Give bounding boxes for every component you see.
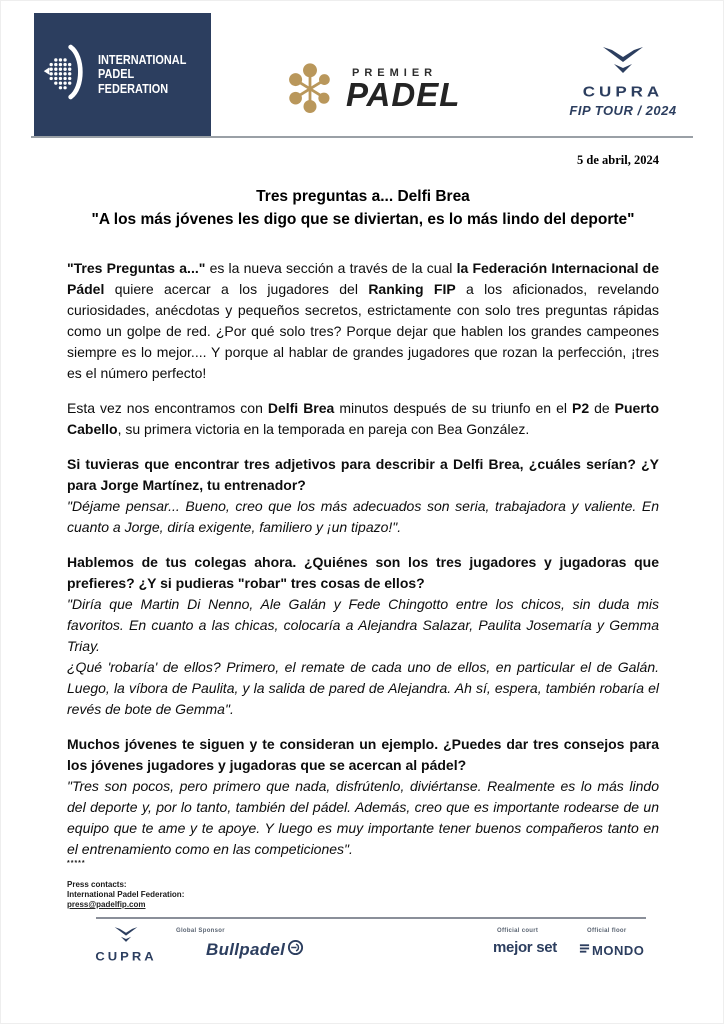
bullpadel-wordmark: Bullpadel: [206, 940, 286, 959]
intro-paragraph: "Tres Preguntas a..." es la nueva sección a través de la cual la Federación Internacional de Pádel quiere acercar a los jugadores del Ranking FIP a los aficionados, revelando curiosidades, anécdotas y pequeños secretos, estrictamente con solo tres preguntas rápidas como un golpe de red. ¿Por qué solo tres? Porque dejar que hablen los grandes campeones siempre es lo mejor.... Y porque al hablar de grandes jugadores que rozan la perfección, ¡tres es el número perfecto!: [67, 260, 659, 381]
answer-2-part-2: ¿Qué 'robaría' de ellos? Primero, el remate de cada uno de ellos, en particular el de Galán. Luego, la víbora de Paulita, y la salida de pared de Alejandra. Ah sí, espera, también robaría el revés de bote de Gemma".: [67, 659, 659, 717]
official-court-label: Official court: [497, 928, 539, 934]
mondo-wordmark: MONDO: [592, 942, 645, 958]
ipf-line-1: INTERNATIONAL: [98, 51, 187, 67]
press-heading: Press contacts:: [67, 880, 127, 889]
cupra-wordmark: CUPRA: [582, 83, 664, 100]
press-separator: *****: [67, 860, 86, 867]
answer-2-part-1: "Diría que Martin Di Nenno, Ale Galán y Fede Chingotto entre los chicos, sin duda mis favoritos. En cuanto a las chicas, colocaría a Alejandra Salazar, Paulita Josemaría y Gemma Triay.: [67, 596, 659, 654]
global-sponsor-label: Global Sponsor: [176, 928, 225, 934]
fip-tour-label: FIP TOUR / 2024: [569, 103, 677, 118]
bullpadel-emblem-icon: [287, 939, 304, 961]
question-2: Hablemos de tus colegas ahora. ¿Quiénes son los tres jugadores y jugadoras que prefieres? ¿Y si pudieras "robar" tres cosas de ellos?: [67, 554, 659, 591]
press-email-link[interactable]: press@padelfip.com: [67, 900, 146, 909]
press-contacts: [67, 859, 184, 910]
mondo-logo: [579, 941, 644, 959]
ipf-logo-text: [98, 53, 186, 97]
cupra-fip-tour-logo: [553, 45, 693, 137]
cupra-footer-wordmark: CUPRA: [95, 949, 157, 964]
padel-word: PADEL: [346, 76, 461, 113]
bullpadel-logo: [206, 939, 304, 961]
question-3: Muchos jóvenes te siguen y te consideran un ejemplo. ¿Puedes dar tres consejos para los jóvenes jugadores y jugadoras que se acercan al pádel?: [67, 736, 659, 773]
premier-padel-flower-icon: [284, 58, 336, 121]
title-line-1: Tres preguntas a... Delfi Brea: [256, 188, 470, 205]
padel-racket-icon: [41, 39, 91, 110]
answer-3: "Tres son pocos, pero primero que nada, disfrútenlo, diviértanse. Realmente es lo más lindo del deporte y, por lo tanto, también del pádel. Además, creo que es importante rodearse de un equipo que te ame y te apoye. Y luego es muy importante tener buenos compañeros tanto en el entrenamiento como en las competiciones".: [67, 778, 659, 857]
mejorset-logo: [493, 939, 557, 956]
premier-padel-wordmark: [346, 67, 460, 111]
press-organization: International Padel Federation:: [67, 890, 185, 899]
meeting-paragraph: Esta vez nos encontramos con Delfi Brea minutos después de su triunfo en el P2 de Puerto Cabello, su primera victoria en la temporada en pareja con Bea González.: [67, 400, 660, 437]
mondo-stripes-icon: [579, 941, 590, 959]
ipf-logo: [34, 13, 211, 136]
header-divider: [31, 136, 693, 138]
document-date: 5 de abril, 2024: [577, 153, 659, 167]
article-body: [67, 258, 659, 874]
footer-divider: [96, 917, 646, 919]
page-title: [41, 185, 685, 231]
mejorset-wordmark: mejor set: [493, 939, 557, 956]
official-floor-label: Official floor: [587, 928, 627, 934]
cupra-emblem-icon: [113, 930, 139, 947]
premier-padel-logo: [284, 51, 489, 127]
ipf-line-3: FEDERATION: [98, 80, 169, 96]
cupra-emblem-icon: [601, 62, 645, 79]
premier-word: PREMIER: [352, 67, 438, 79]
title-line-2: "A los más jóvenes les digo que se diviertan, es lo más lindo del deporte": [91, 211, 635, 228]
ipf-line-2: PADEL: [98, 66, 135, 82]
question-1: Si tuvieras que encontrar tres adjetivos para describir a Delfi Brea, ¿cuáles serían? ¿Y para Jorge Martínez, tu entrenador?: [67, 456, 659, 493]
answer-1: "Déjame pensar... Bueno, creo que los más adecuados son seria, trabajadora y valiente. En cuanto a Jorge, diría exigente, familiero y ¡un tipazo!".: [67, 498, 659, 535]
cupra-footer-logo: [85, 926, 167, 964]
